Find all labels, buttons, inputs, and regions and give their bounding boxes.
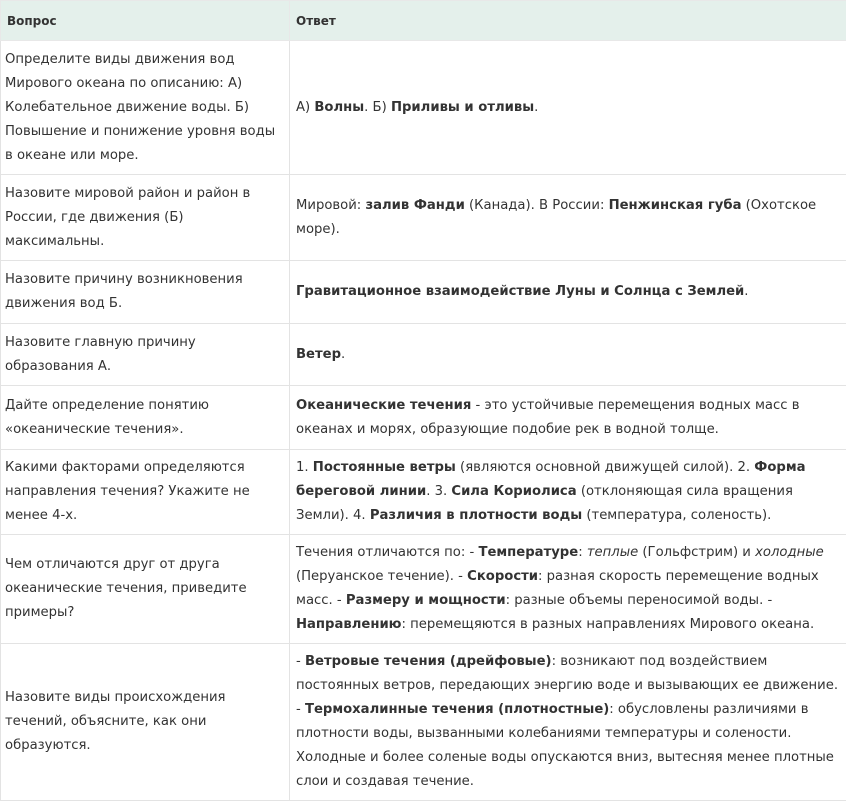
answer-bold-term: Пенжинская губа [609, 198, 742, 213]
answer-bold-term: Постоянные ветры [313, 460, 456, 475]
answer-text: (являются основной движущей силой). 2. [456, 460, 754, 475]
answer-bold-term: Океанические течения [296, 398, 471, 413]
answer-bold-term: Термохалинные течения (плотностные) [305, 702, 609, 717]
answer-bold-term: Различия в плотности воды [370, 508, 582, 523]
answer-italic-term: теплые [587, 545, 638, 560]
answer-cell [290, 175, 846, 261]
answer-text: : обусловлены различиями в плотности воды, вызванными колебаниями температуры и солености. Холодные и более соленые воды опускаются вниз, вытесняя менее плотные слои и создавая течение. [296, 702, 834, 789]
question-cell: Назовите мировой район и район в России, где движения (Б) максимальны. [1, 175, 290, 261]
answer-text: : разные объемы переносимой воды. - [506, 593, 773, 608]
table-row [1, 450, 846, 535]
answer-text: : возникают под воздействием постоянных ветров, передающих энергию воде и вызывающих ее движение. - [296, 654, 838, 717]
answer-text: : разная скорость перемещение водных масс. - [296, 569, 819, 608]
answer-text: (отклоняющая сила вращения Земли). 4. [296, 484, 793, 523]
answer-cell [290, 450, 846, 535]
answer-bold-term: Волны [314, 100, 364, 115]
answer-bold-term: Температуре [478, 545, 578, 560]
header-question: Вопрос [1, 1, 290, 41]
question-cell: Назовите виды происхождения течений, объясните, как они образуются. [1, 644, 290, 801]
answer-text: . [341, 347, 345, 362]
answer-bold-term: Направлению [296, 617, 402, 632]
answer-text: : перемещяются в разных направлениях Мирового океана. [402, 617, 815, 632]
table-row [1, 644, 846, 801]
answer-bold-term: Сила Кориолиса [451, 484, 576, 499]
answer-bold-term: Ветровые течения (дрейфовые) [305, 654, 552, 669]
table-row [1, 535, 846, 644]
table-row [1, 386, 846, 450]
question-cell: Дайте определение понятию «океанические течения». [1, 386, 290, 450]
header-answer: Ответ [290, 1, 846, 41]
answer-bold-term: Размеру и мощности [346, 593, 506, 608]
question-cell: Назовите причину возникновения движения вод Б. [1, 261, 290, 324]
answer-bold-term: залив Фанди [365, 198, 464, 213]
answer-bold-term: Форма береговой линии [296, 460, 806, 499]
answer-text: (Перуанское течение). - [296, 569, 467, 584]
table-header-row [1, 1, 846, 41]
question-cell: Назовите главную причину образования А. [1, 324, 290, 386]
answer-cell [290, 41, 846, 175]
answer-text: Течения отличаются по: - [296, 545, 478, 560]
answer-text: (Охотское море). [296, 198, 816, 237]
answer-text: (Канада). В России: [465, 198, 609, 213]
answer-text: (Гольфстрим) и [638, 545, 755, 560]
answer-text: А) [296, 100, 314, 115]
question-cell: Чем отличаются друг от друга океанические течения, приведите примеры? [1, 535, 290, 644]
answer-text: . [534, 100, 538, 115]
answer-cell [290, 386, 846, 450]
answer-bold-term: Гравитационное взаимодействие Луны и Солнца с Землей [296, 284, 744, 299]
answer-text: - это устойчивые перемещения водных масс в океанах и морях, образующие подобие рек в водной толще. [296, 398, 799, 437]
answer-text: Мировой: [296, 198, 365, 213]
answer-text: . Б) [364, 100, 391, 115]
table-row [1, 175, 846, 261]
answer-text: . 3. [426, 484, 451, 499]
answer-cell [290, 535, 846, 644]
answer-text: 1. [296, 460, 313, 475]
table-row [1, 324, 846, 386]
answer-italic-term: холодные [755, 545, 824, 560]
answer-bold-term: Ветер [296, 347, 341, 362]
answer-text: : [578, 545, 587, 560]
answer-text: . [744, 284, 748, 299]
answer-bold-term: Приливы и отливы [391, 100, 534, 115]
table-row [1, 41, 846, 175]
table-row [1, 261, 846, 324]
answer-text: - [296, 654, 305, 669]
answer-text: (температура, соленость). [582, 508, 771, 523]
question-cell: Какими факторами определяются направления течения? Укажите не менее 4-х. [1, 450, 290, 535]
answer-cell [290, 261, 846, 324]
question-cell: Определите виды движения вод Мирового океана по описанию: А) Колебательное движение воды. Б) Повышение и понижение уровня воды в океане или море. [1, 41, 290, 175]
answer-cell [290, 324, 846, 386]
answer-cell [290, 644, 846, 801]
answer-bold-term: Скорости [467, 569, 538, 584]
